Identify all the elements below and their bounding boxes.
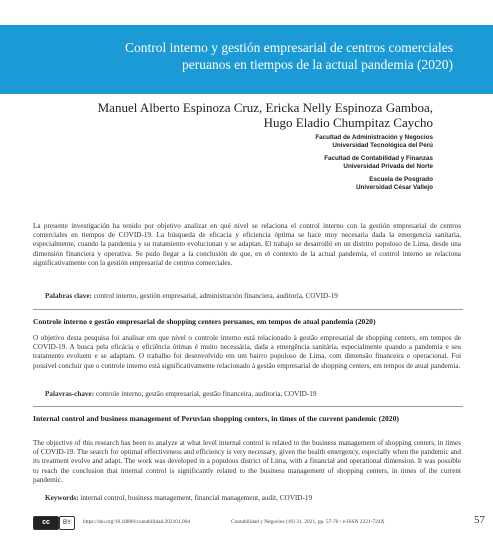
affiliation-faculty: Facultad de Administración y Negocios [315,134,433,141]
title-banner [0,25,493,94]
keywords-label: Palavras-chave: [45,390,95,398]
attribution-icon: BY [59,516,75,530]
keywords-label: Palabras clave: [45,292,92,300]
journal-citation: Contabilidad y Negocios (16) 31, 2021, pp. 57-70 / e-ISSN 2221-724X [231,519,385,525]
affiliation-institution: Universidad César Vallejo [356,184,433,191]
authors-line-1: Manuel Alberto Espinoza Cruz, Ericka Nelly Espinoza Gamboa, [97,100,433,115]
keywords-list: controle interno, gestão empresarial, gestão financeira, auditoria, COVID-19 [94,390,317,398]
section-divider [33,406,463,407]
title-portuguese: Controle interno e gestão empresarial de shopping centers peruanos, em tempos de atual pandemia (2020) [33,317,376,326]
keywords-list: internal control, business management, financial management, audit, COVID-19 [78,494,313,502]
page-footer [33,510,485,534]
section-divider [33,309,463,310]
abstract-spanish: La presente investigación ha tenido por objetivo analizar en qué nivel se relaciona el control interno con la gestión empresarial de centros comerciales en tiempos de COVID-19. La búsqueda de eficacia y eficiencia óptima se hace muy necesaria dada la emergencia sanitaria, especialmente, cuando la pandemia y su tratamiento evolucionan y se adaptan. El trabajo se desarrolló en un distrito populoso de Lima, desde una dimensión financiera y operativa. Se pudo llegar a la conclusión de que, en el contexto de la actual pandemia, el control interno se relaciona significativamente con la gestión empresarial de centros comerciales. [33,222,461,267]
affiliation [173,134,433,150]
affiliation [173,155,433,171]
keywords-spanish [45,292,461,301]
title-line-1: Control interno y gestión empresarial de centros comerciales [124,40,453,55]
affiliation-faculty: Facultad de Contabilidad y Finanzas [324,155,433,162]
affiliation-faculty: Escuela de Posgrado [369,176,433,183]
affiliation [173,176,433,192]
affiliation-institution: Universidad Tecnológica del Perú [332,142,433,149]
doi-link[interactable]: https://doi.org/10.18800/contabilidad.202101.004 [83,519,191,525]
title-line-2: peruanos en tiempos de la actual pandemia (2020) [181,57,453,72]
abstract-english: The objective of this research has been to analyze at what level internal control is related to the business management of shopping centers, in times of COVID-19. The search for optimal effectiveness and efficiency is very necessary, given the health emergency, especially when the pandemic and its treatment evolve and adapt. The work was developed in a populous district of Lima, with a financial and operational dimension. It was possible to reach the conclusion that internal control is significantly related to the business management of shopping centers, in times of the current pandemic. [33,439,461,484]
keywords-label: Keywords: [45,494,79,502]
abstract-portuguese: O objetivo desta pesquisa foi analisar em que nível o controle interno está relacionado à gestão empresarial de shopping centers, em tempos de COVID-19. A busca pela eficácia e eficiência ótimas é muito necessária, dada a emergência sanitária, especialmente quando a pandemia e seu tratamento evoluem e se adaptam. O trabalho foi desenvolvido em um bairro populoso de Lima, com dimensão financeira e operacional. Foi possível concluir que o controle interno está significativamente relacionado à gestão empresarial de shopping centers, em tempos de atual pandemia. [33,334,461,370]
author-list [13,100,433,130]
article-title [33,39,453,73]
keywords-list: control interno, gestión empresarial, administración financiera, auditoría, COVID-19 [91,292,338,300]
creative-commons-icon: cc [33,516,59,530]
keywords-english [45,494,461,503]
authors-line-2: Hugo Eladio Chumpitaz Caycho [263,115,433,130]
affiliation-institution: Universidad Privada del Norte [343,163,433,170]
keywords-portuguese [45,390,461,399]
page-number: 57 [474,514,485,526]
title-english: Internal control and business management of Peruvian shopping centers, in times of the current pandemic (2020) [33,414,399,423]
affiliations [173,134,433,197]
